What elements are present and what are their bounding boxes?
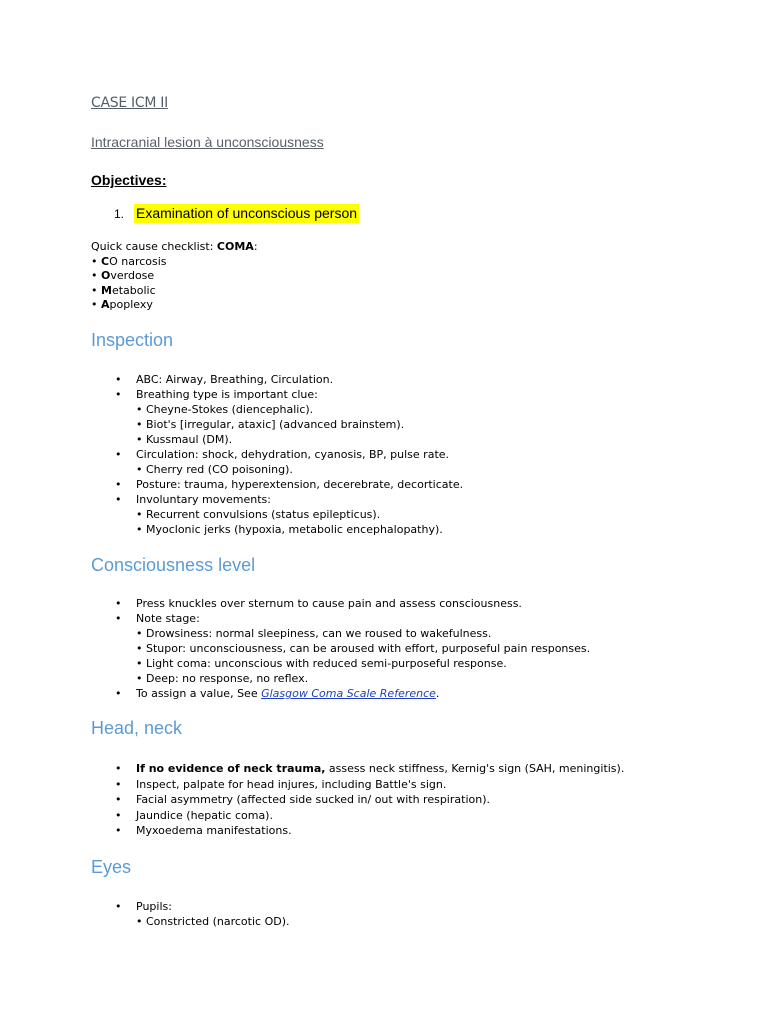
bullet: • (115, 808, 122, 822)
heading-consciousness-level: Consciousness level (91, 555, 256, 575)
bullet: • (115, 493, 122, 506)
list-item: • Press knuckles over sternum to cause pain and assess consciousness. (115, 597, 522, 610)
sub-item: • Drowsiness: normal sleepiness, can we roused to wakefulness. (136, 627, 492, 640)
objective-highlighted-text: Examination of unconscious person (136, 205, 358, 221)
sub-item: • Constricted (narcotic OD). (136, 915, 290, 928)
case-title: CASE ICM II (91, 95, 168, 111)
list-item: • Pupils: • Constricted (narcotic OD). (115, 900, 290, 928)
list-item: • Facial asymmetry (affected side sucked in/ out with respiration). (115, 793, 490, 807)
bullet: • (115, 900, 122, 913)
sub-item: • Deep: no response, no reflex. (136, 672, 309, 685)
list-item: • Posture: trauma, hyperextension, decerebrate, decorticate. (115, 478, 464, 491)
list-item: • ABC: Airway, Breathing, Circulation. (115, 373, 334, 386)
checklist-item: • Apoplexy (91, 298, 153, 312)
checklist-item: • Overdose (91, 269, 155, 283)
eyes-list (0, 899, 290, 929)
checklist-item: • Metabolic (91, 283, 156, 297)
bullet: • (115, 777, 122, 791)
heading-head-neck: Head, neck (91, 718, 183, 738)
sub-item: • Myoclonic jerks (hypoxia, metabolic encephalopathy). (136, 523, 443, 536)
consciousness-list (0, 596, 590, 701)
sub-item: • Light coma: unconscious with reduced semi-purposeful response. (136, 657, 507, 670)
bullet: • (115, 612, 122, 625)
list-item: • Note stage: • Drowsiness: normal sleepiness, can we roused to wakefulness. • Stupor: unconsciousness, can be aroused with effort, purposeful pain responses. • Light coma: unconscious with reduced semi-purposeful response. • Deep: no response, no reflex. (115, 612, 591, 685)
sub-item: • Cheyne-Stokes (diencephalic). (136, 403, 314, 416)
bullet: • (115, 388, 122, 401)
sub-item: • Cherry red (CO poisoning). (136, 463, 293, 476)
coma-checklist (91, 240, 258, 313)
objective-number: 1. (114, 207, 125, 221)
checklist-intro: Quick cause checklist: COMA: (91, 240, 258, 253)
list-item: • If no evidence of neck trauma, assess neck stiffness, Kernig's sign (SAH, meningitis). (115, 762, 625, 775)
document-subtitle: Intracranial lesion à unconsciousness (91, 134, 324, 150)
bullet: • (115, 824, 122, 838)
list-item: • Involuntary movements: • Recurrent convulsions (status epilepticus). • Myoclonic jerks (hypoxia, metabolic encephalopathy). (0, 492, 463, 537)
sub-item: • Biot's [irregular, ataxic] (advanced brainstem). (136, 418, 405, 431)
objectives-label: Objectives: (91, 172, 167, 188)
head-neck-list (0, 761, 624, 839)
bullet: • (115, 762, 122, 775)
glasgow-coma-scale-link[interactable]: Glasgow Coma Scale Reference (261, 687, 436, 700)
inspection-list (0, 372, 463, 537)
heading-inspection: Inspection (91, 330, 174, 350)
checklist-item: • CO narcosis (91, 254, 167, 268)
bullet: • (115, 373, 122, 386)
bullet: • (115, 793, 122, 807)
bullet: • (115, 448, 122, 461)
sub-item: • Stupor: unconsciousness, can be aroused with effort, purposeful pain responses. (136, 642, 591, 655)
list-item: • Breathing type is important clue: • Cheyne-Stokes (diencephalic). • Biot's [irregular, ataxic] (advanced brainstem). • Kussmaul (DM). (0, 387, 463, 447)
list-item: • Jaundice (hepatic coma). (115, 808, 273, 822)
list-item: • Circulation: shock, dehydration, cyanosis, BP, pulse rate. • Cherry red (CO poisoning). (0, 447, 463, 477)
list-item: • Inspect, palpate for head injures, including Battle's sign. (115, 777, 447, 791)
sub-item: • Kussmaul (DM). (136, 433, 233, 446)
checklist-acronym: COMA (216, 240, 254, 253)
bullet: • (115, 478, 122, 491)
list-item: • Myxoedema manifestations. (115, 824, 292, 838)
bullet: • (115, 597, 122, 610)
list-item: • To assign a value, See Glasgow Coma Scale Reference. (115, 687, 440, 700)
heading-eyes: Eyes (91, 857, 132, 877)
bullet: • (115, 687, 122, 700)
sub-item: • Recurrent convulsions (status epilepticus). (136, 508, 381, 521)
